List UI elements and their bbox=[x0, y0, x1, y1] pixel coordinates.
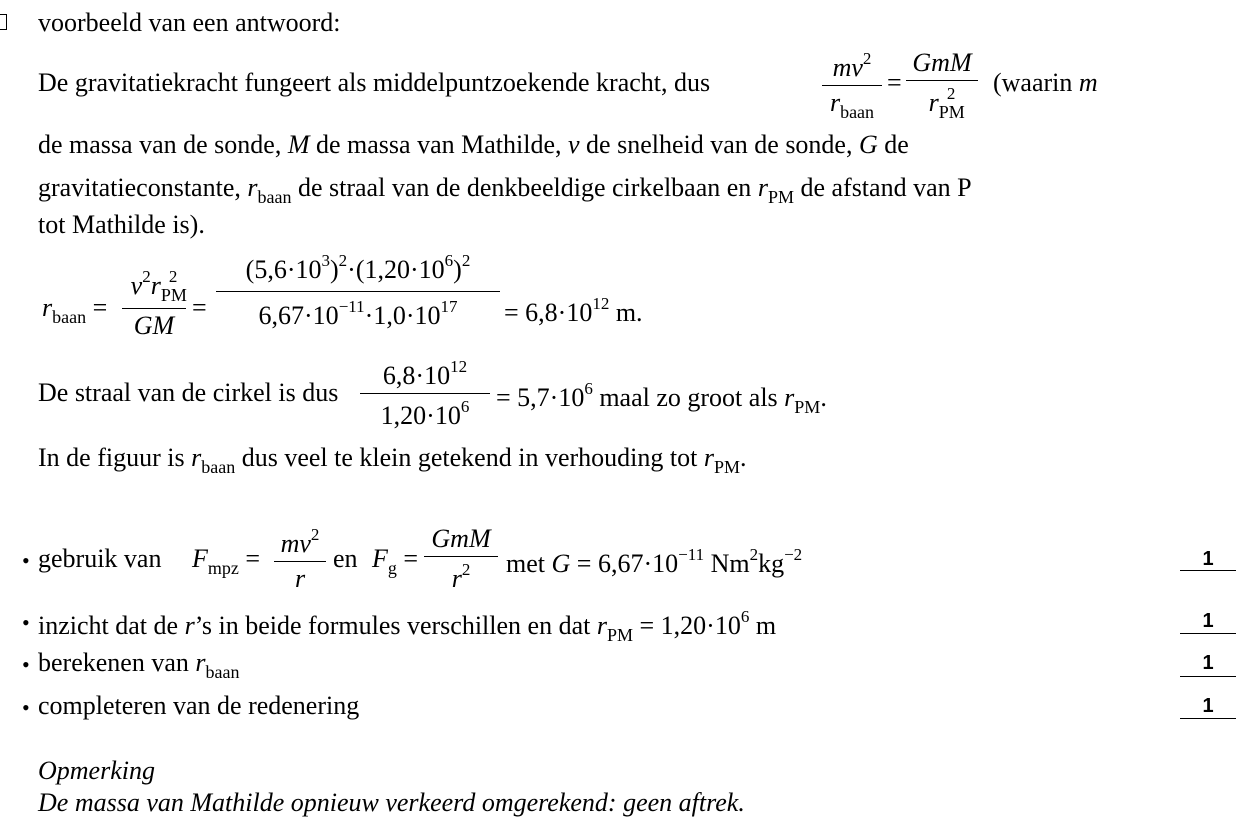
bullet: • bbox=[22, 610, 30, 635]
criterion-text: inzicht dat de r’s in beide formules verschillen en dat $r_{PM} = 1,20\cdot 10^6$ m bbox=[38, 607, 777, 645]
fraction-numeric: $(5,6\cdot 10^3)^2\cdot(1,20\cdot 10^6)^2$ $6,67\cdot 10^{-11}\cdot 1,0\cdot 10^{17}$ bbox=[216, 252, 500, 329]
para2-line1: de massa van de sonde, M de massa van Mathilde, v de snelheid van de sonde, G de bbox=[38, 130, 909, 159]
note-title: Opmerking bbox=[38, 756, 155, 785]
criterion-text-c: met $G = 6,67\cdot 10^{-11}$ $Nm^2kg^{-2}$ bbox=[506, 545, 803, 578]
equals-sign: = bbox=[887, 68, 902, 97]
equals-sign-2: = bbox=[192, 293, 207, 322]
fraction-GmM-rPM2: GmM $r_{PM}^2$ bbox=[906, 50, 978, 121]
ratio-pre: De straal van de cirkel is dus bbox=[38, 378, 339, 407]
note-text: De massa van Mathilde opnieuw verkeerd omgerekend: geen aftrek. bbox=[38, 788, 745, 817]
score-1: 1 bbox=[1202, 548, 1214, 570]
answer-header: voorbeeld van een antwoord: bbox=[38, 8, 341, 37]
para2-line3: tot Mathilde is). bbox=[38, 210, 205, 239]
conclusion: In de figuur is $r_{baan}$ dus veel te klein getekend in verhouding tot $r_{PM}$. bbox=[38, 443, 747, 477]
r-baan-lhs: $r_{baan}$ = bbox=[42, 293, 108, 327]
para2-line2: gravitatieconstante, $r_{baan}$ de straal van de denkbeeldige cirkelbaan en $r_{PM}$ de afstand van P bbox=[38, 173, 972, 207]
bullet: • bbox=[22, 652, 30, 677]
calc-result: = $6,8\cdot 10^{12}$ m. bbox=[504, 294, 643, 327]
fraction-mv2-rbaan: $mv^2$ $r_{baan}$ bbox=[822, 50, 882, 121]
fraction-v2rPM2-GM: $v^2r_{PM}^2$ GM bbox=[122, 268, 186, 339]
criterion-text-a: gebruik van bbox=[38, 544, 162, 573]
fraction-GmM-r2: GmM $r^2$ bbox=[424, 526, 498, 592]
para1-text: De gravitatiekracht fungeert als middelpuntzoekende kracht, dus bbox=[38, 68, 711, 97]
score-line bbox=[1180, 718, 1236, 719]
score-2: 1 bbox=[1202, 610, 1214, 632]
para1-post: (waarin m bbox=[993, 68, 1098, 97]
score-line bbox=[1180, 676, 1236, 677]
criterion-text-b: en bbox=[333, 544, 358, 573]
fraction-ratio: $6,8\cdot 10^{12}$ $1,20\cdot 10^6$ bbox=[360, 358, 490, 429]
score-3: 1 bbox=[1202, 652, 1214, 674]
f-mpz-lhs: $F_{mpz}$ = bbox=[192, 544, 261, 578]
score-line bbox=[1180, 570, 1236, 571]
f-g-lhs: $F_g$ = bbox=[372, 544, 419, 578]
bullet: • bbox=[22, 695, 30, 720]
score-4: 1 bbox=[1202, 695, 1214, 717]
criterion-text: berekenen van $r_{baan}$ bbox=[38, 648, 240, 682]
bullet: • bbox=[22, 548, 30, 573]
ratio-result: = $5,7\cdot 10^6$ maal zo groot als $r_{PM}$. bbox=[496, 379, 827, 417]
score-line bbox=[1180, 633, 1236, 634]
checkbox-marker bbox=[0, 14, 7, 30]
fraction-mv2-r: $mv^2$ r bbox=[274, 526, 326, 592]
criterion-text: completeren van de redenering bbox=[38, 691, 360, 720]
